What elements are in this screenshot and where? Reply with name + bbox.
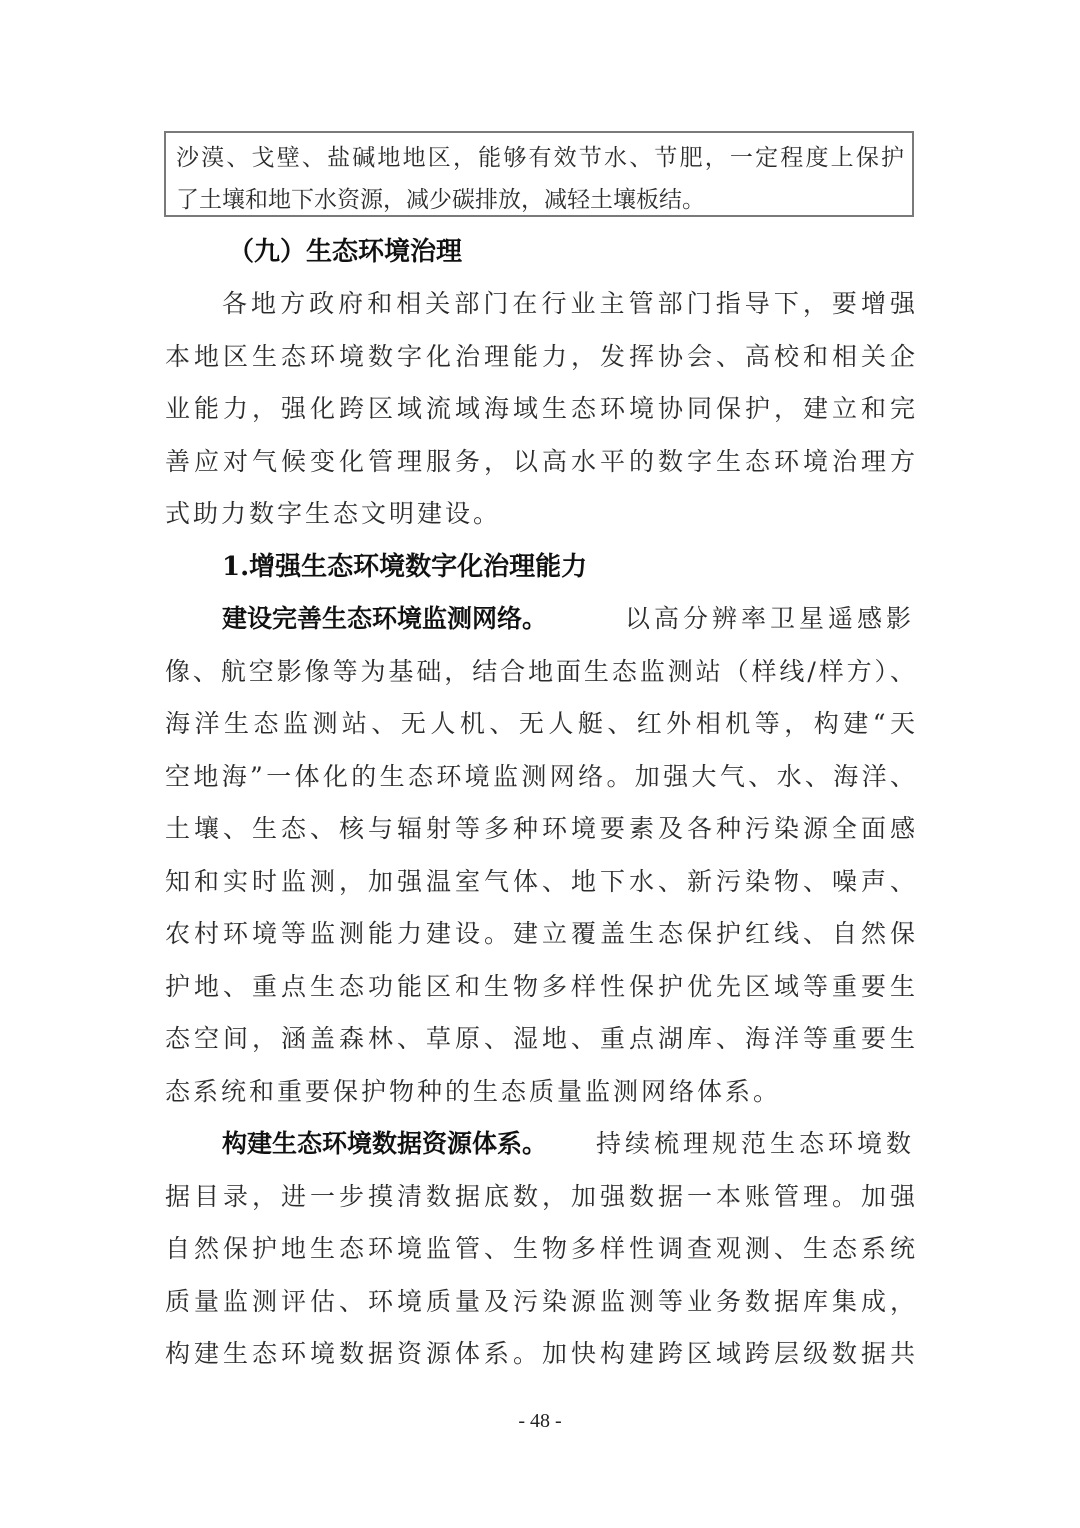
paragraph-text: 以高分辨率卫星遥感影 — [624, 604, 915, 633]
subheading: 1.增强生态环境数字化治理能力 — [222, 552, 588, 582]
paragraph-line: 知和实时监测，加强温室气体、地下水、新污染物、噪声、 — [165, 867, 915, 896]
paragraph-line: 自然保护地生态环境监管、生物多样性调查观测、生态系统 — [165, 1234, 915, 1263]
page-number: - 48 - — [518, 1410, 562, 1432]
paragraph-first-line — [222, 602, 915, 636]
paragraph-line: 像、航空影像等为基础，结合地面生态监测站（样线/样方）、 — [165, 657, 915, 686]
bold-lead: 构建生态环境数据资源体系。 — [222, 1129, 548, 1158]
paragraph-line: 土壤、生态、核与辐射等多种环境要素及各种污染源全面感 — [165, 814, 915, 843]
paragraph-line: 态系统和重要保护物种的生态质量监测网络体系。 — [165, 1077, 782, 1106]
paragraph-first-line — [222, 1127, 915, 1161]
section-heading: （九）生态环境治理 — [228, 237, 463, 267]
paragraph-line: 构建生态环境数据资源体系。加快构建跨区域跨层级数据共 — [165, 1339, 915, 1368]
paragraph-line: 质量监测评估、环境质量及污染源监测等业务数据库集成， — [165, 1287, 915, 1316]
paragraph-line: 善应对气候变化管理服务，以高水平的数字生态环境治理方 — [165, 447, 915, 476]
bold-lead: 建设完善生态环境监测网络。 — [222, 604, 548, 633]
boxed-note-line: 了土壤和地下水资源，减少碳排放，减轻土壤板结。 — [176, 187, 705, 213]
paragraph-line: 据目录，进一步摸清数据底数，加强数据一本账管理。加强 — [165, 1182, 915, 1211]
paragraph-text: 持续梳理规范生态环境数 — [595, 1129, 915, 1158]
paragraph-line: 业能力，强化跨区域流域海域生态环境协同保护，建立和完 — [165, 394, 915, 423]
paragraph-line: 态空间，涵盖森林、草原、湿地、重点湖库、海洋等重要生 — [165, 1024, 915, 1053]
paragraph-line: 空地海”一体化的生态环境监测网络。加强大气、水、海洋、 — [165, 762, 915, 791]
paragraph-line: 式助力数字生态文明建设。 — [165, 499, 502, 528]
paragraph-line: 各地方政府和相关部门在行业主管部门指导下，要增强 — [222, 289, 915, 318]
paragraph-line: 海洋生态监测站、无人机、无人艇、红外相机等，构建“天 — [165, 709, 915, 738]
paragraph-line: 本地区生态环境数字化治理能力，发挥协会、高校和相关企 — [165, 342, 915, 371]
boxed-note-line: 沙漠、戈壁、盐碱地地区，能够有效节水、节肥，一定程度上保护 — [176, 145, 904, 171]
paragraph-line: 农村环境等监测能力建设。建立覆盖生态保护红线、自然保 — [165, 919, 915, 948]
paragraph-line: 护地、重点生态功能区和生物多样性保护优先区域等重要生 — [165, 972, 915, 1001]
